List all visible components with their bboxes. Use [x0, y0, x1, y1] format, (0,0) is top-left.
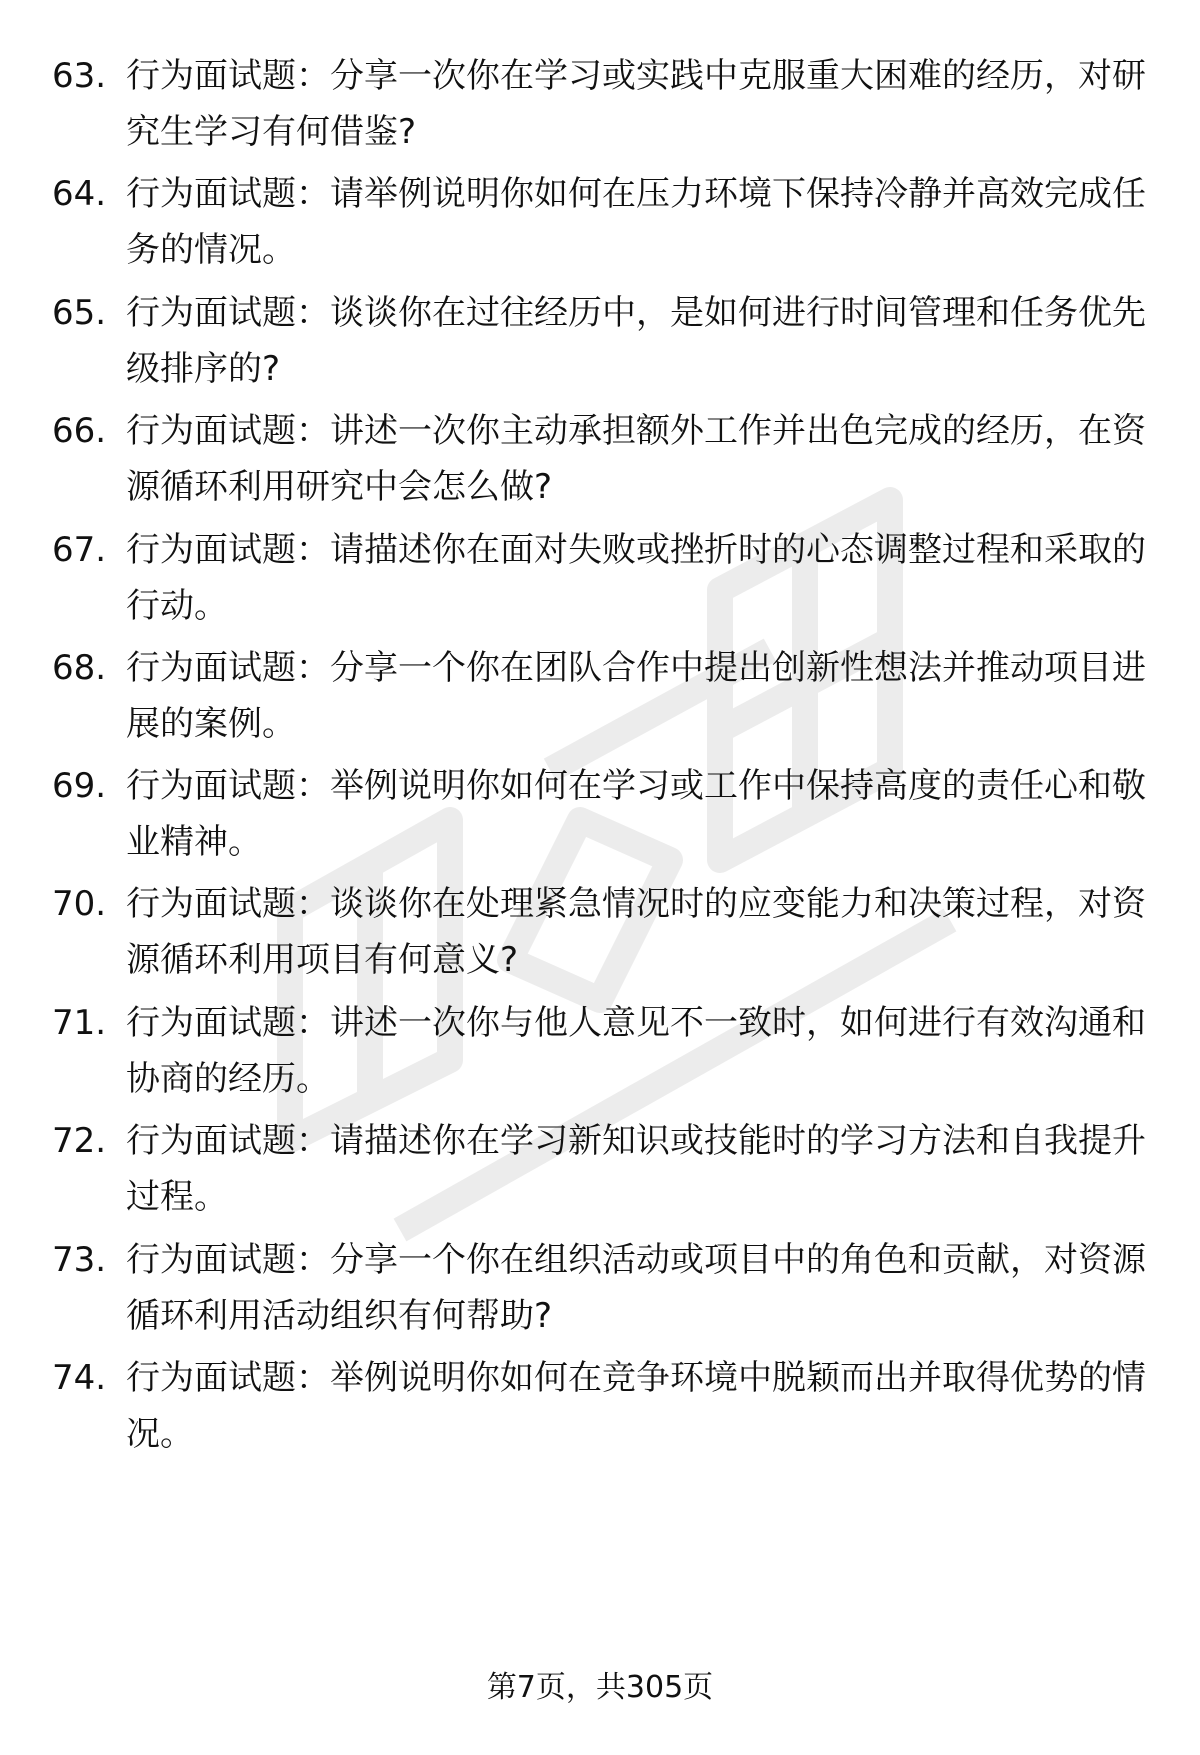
question-item — [0, 1232, 1200, 1342]
question-text: 行为面试题：分享一个你在组织活动或项目中的角色和贡献，对资源循环利用活动组织有何帮助? — [126, 1240, 1146, 1336]
page-footer: 第7页，共305页 — [486, 1670, 714, 1705]
question-item — [0, 1350, 1200, 1460]
question-number: 74. — [52, 1358, 107, 1398]
question-item — [0, 758, 1200, 868]
question-text: 行为面试题：谈谈你在处理紧急情况时的应变能力和决策过程，对资源循环利用项目有何意义? — [126, 884, 1146, 980]
question-number: 66. — [52, 411, 107, 451]
question-number: 70. — [52, 884, 107, 924]
question-text: 行为面试题：讲述一次你主动承担额外工作并出色完成的经历，在资源循环利用研究中会怎么做? — [126, 411, 1146, 507]
question-item — [0, 522, 1200, 632]
question-item — [0, 995, 1200, 1105]
question-text: 行为面试题：请描述你在面对失败或挫折时的心态调整过程和采取的行动。 — [126, 530, 1146, 626]
question-number: 72. — [52, 1121, 107, 1161]
question-item — [0, 48, 1200, 158]
question-item — [0, 285, 1200, 395]
question-text: 行为面试题：请描述你在学习新知识或技能时的学习方法和自我提升过程。 — [126, 1121, 1146, 1217]
question-number: 65. — [52, 293, 107, 333]
question-text: 行为面试题：举例说明你如何在竞争环境中脱颖而出并取得优势的情况。 — [126, 1358, 1146, 1454]
question-item — [0, 166, 1200, 276]
question-item — [0, 876, 1200, 986]
question-item — [0, 403, 1200, 513]
question-number: 71. — [52, 1003, 107, 1043]
question-text: 行为面试题：分享一次你在学习或实践中克服重大困难的经历，对研究生学习有何借鉴? — [126, 56, 1146, 152]
question-number: 67. — [52, 530, 107, 570]
question-text: 行为面试题：请举例说明你如何在压力环境下保持冷静并高效完成任务的情况。 — [126, 174, 1146, 270]
question-number: 63. — [52, 56, 107, 96]
question-item — [0, 640, 1200, 750]
question-number: 64. — [52, 174, 107, 214]
question-item — [0, 1113, 1200, 1223]
question-text: 行为面试题：分享一个你在团队合作中提出创新性想法并推动项目进展的案例。 — [126, 648, 1146, 744]
question-text: 行为面试题：讲述一次你与他人意见不一致时，如何进行有效沟通和协商的经历。 — [126, 1003, 1146, 1099]
question-number: 73. — [52, 1240, 107, 1280]
question-text: 行为面试题：谈谈你在过往经历中，是如何进行时间管理和任务优先级排序的? — [126, 293, 1146, 389]
question-text: 行为面试题：举例说明你如何在学习或工作中保持高度的责任心和敬业精神。 — [126, 766, 1146, 862]
question-number: 69. — [52, 766, 107, 806]
question-number: 68. — [52, 648, 107, 688]
